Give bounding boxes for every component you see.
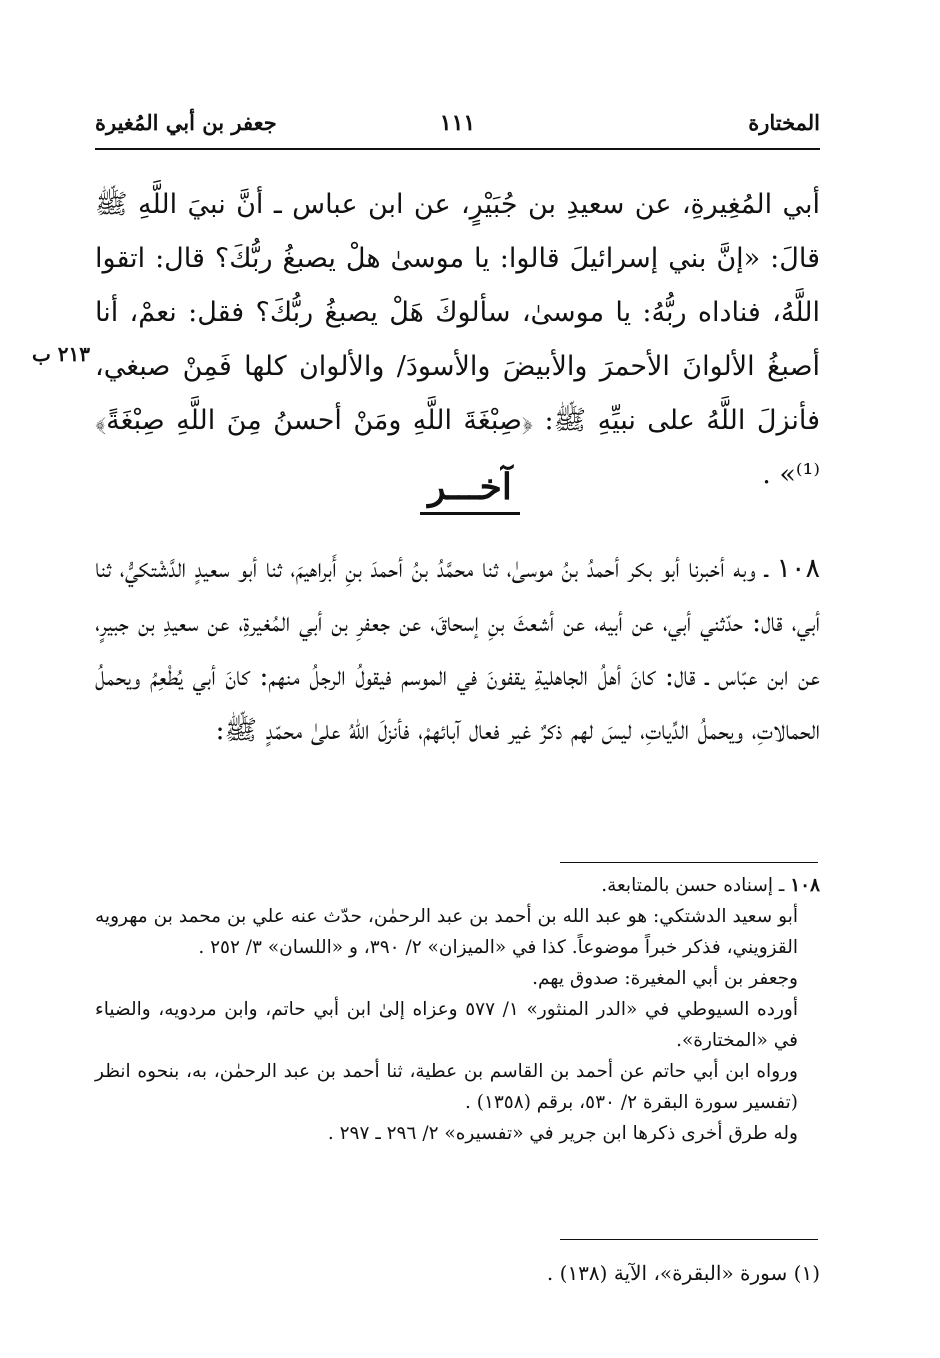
running-header (95, 104, 820, 150)
footnote-paragraph: ورواه ابن أبي حاتم عن أحمد بن القاسم بن عطية، ثنا أحمد بن عبد الرحمٰن، به، بنحوه انظر (تفسير سورة البقرة ٢/ ٥٣٠، برقم (١٣٥٨) . (95, 1061, 798, 1113)
book-title: المختارة (748, 110, 820, 135)
body-paragraph-1: أبي المُغِيرةِ، عن سعيدِ بن جُبَيْرٍ، عن ابن عباس ـ أنَّ نبيَ اللَّهِ ﷺ قالَ: «إنَّ بني إسرائيلَ قالوا: يا موسىٰ هلْ يصبغُ ربُّكَ؟ قال: اتقوا اللَّهُ، فناداه ربُّهُ: يا موسىٰ، سألوكَ هَلْ يصبغُ ربُّكَ؟ فقل: نعمْ، أنا أصبغُ الألوانَ الأحمرَ والأبيضَ والأسودَ/ والألوان كلها فَمِنْ صبغي، فأنزلَ اللَّهُ على نبيِّهِ ﷺ: ﴿صِبْغَةَ اللَّهِ ومَنْ أحسنُ مِنَ اللَّهِ صِبْغَةً﴾⁽¹⁾» . (95, 189, 820, 490)
footnote-paragraph: أورده السيوطي في «الدر المنثور» ١/ ٥٧٧ وعزاه إلىٰ ابن أبي حاتم، وابن مردويه، والضياء في «المختارة». (95, 999, 798, 1051)
page-number: ١١١ (439, 110, 476, 136)
footnote-paragraph: أبو سعيد الدشتكي: هو عبد الله بن أحمد بن عبد الرحمٰن، حدّث عنه علي بن محمد بن مهرويه القزويني، فذكر خبراً موضوعاً. كذا في «الميزان» ٢/ ٣٩٠، و «اللسان» ٣/ ٢٥٢ . (95, 906, 798, 958)
margin-folio-note: ٢١٣ ب (31, 342, 91, 366)
section-title-underline (420, 512, 520, 515)
section-title: آخـــر (428, 466, 512, 508)
footnote-separator (560, 862, 818, 863)
footnote-grade: ـ إسناده حسن بالمتابعة. (601, 875, 785, 896)
endnote-separator (560, 1239, 818, 1240)
footnote-heading (95, 870, 820, 901)
footnotes (95, 870, 820, 1149)
footnote-number: ١٠٨ (790, 875, 820, 896)
chapter-title: جعفر بن أبي المُغيرة (95, 110, 277, 135)
body-paragraph-2: ١٠٨ ـ وبه أخبرنا أبو بكر أحمدُ بنُ موسىٰ، ثنا محمَّدُ بنُ أحمدَ بنِ أَبراهيمَ، ثنا أبو سعيدٍ الدَّشْتكيُّ، ثنا أبي، قال: حدّثني أبي، عن أبيه، عن أشعثَ بنِ إسحاقَ، عن جعفرِ بن أبي المُغيرةِ، عن سعيدِ بن جبيرٍ، عن ابن عبّاس ـ قال: كانَ أهلُ الجاهليةِ يقفونَ في الموسم فيقولُ الرجلُ منهم: كانَ أبي يُطْعِمُ ويحملُ الحمالاتِ، ويحملُ الدِّياتِ، ليسَ لهم ذكرٌ غير فعال آبائهمْ، فأنزلَ اللّهُ علىٰ محمّدٍ ﷺ: (95, 553, 820, 746)
footnote-paragraph: وله طرق أخرى ذكرها ابن جرير في «تفسيره» ٢/ ٢٩٦ ـ ٢٩٧ . (327, 1123, 798, 1144)
footnote-paragraph: وجعفر بن أبي المغيرة: صدوق يهم. (532, 968, 798, 989)
endnote: (١) سورة «البقرة»، الآية (١٣٨) . (546, 1261, 820, 1285)
